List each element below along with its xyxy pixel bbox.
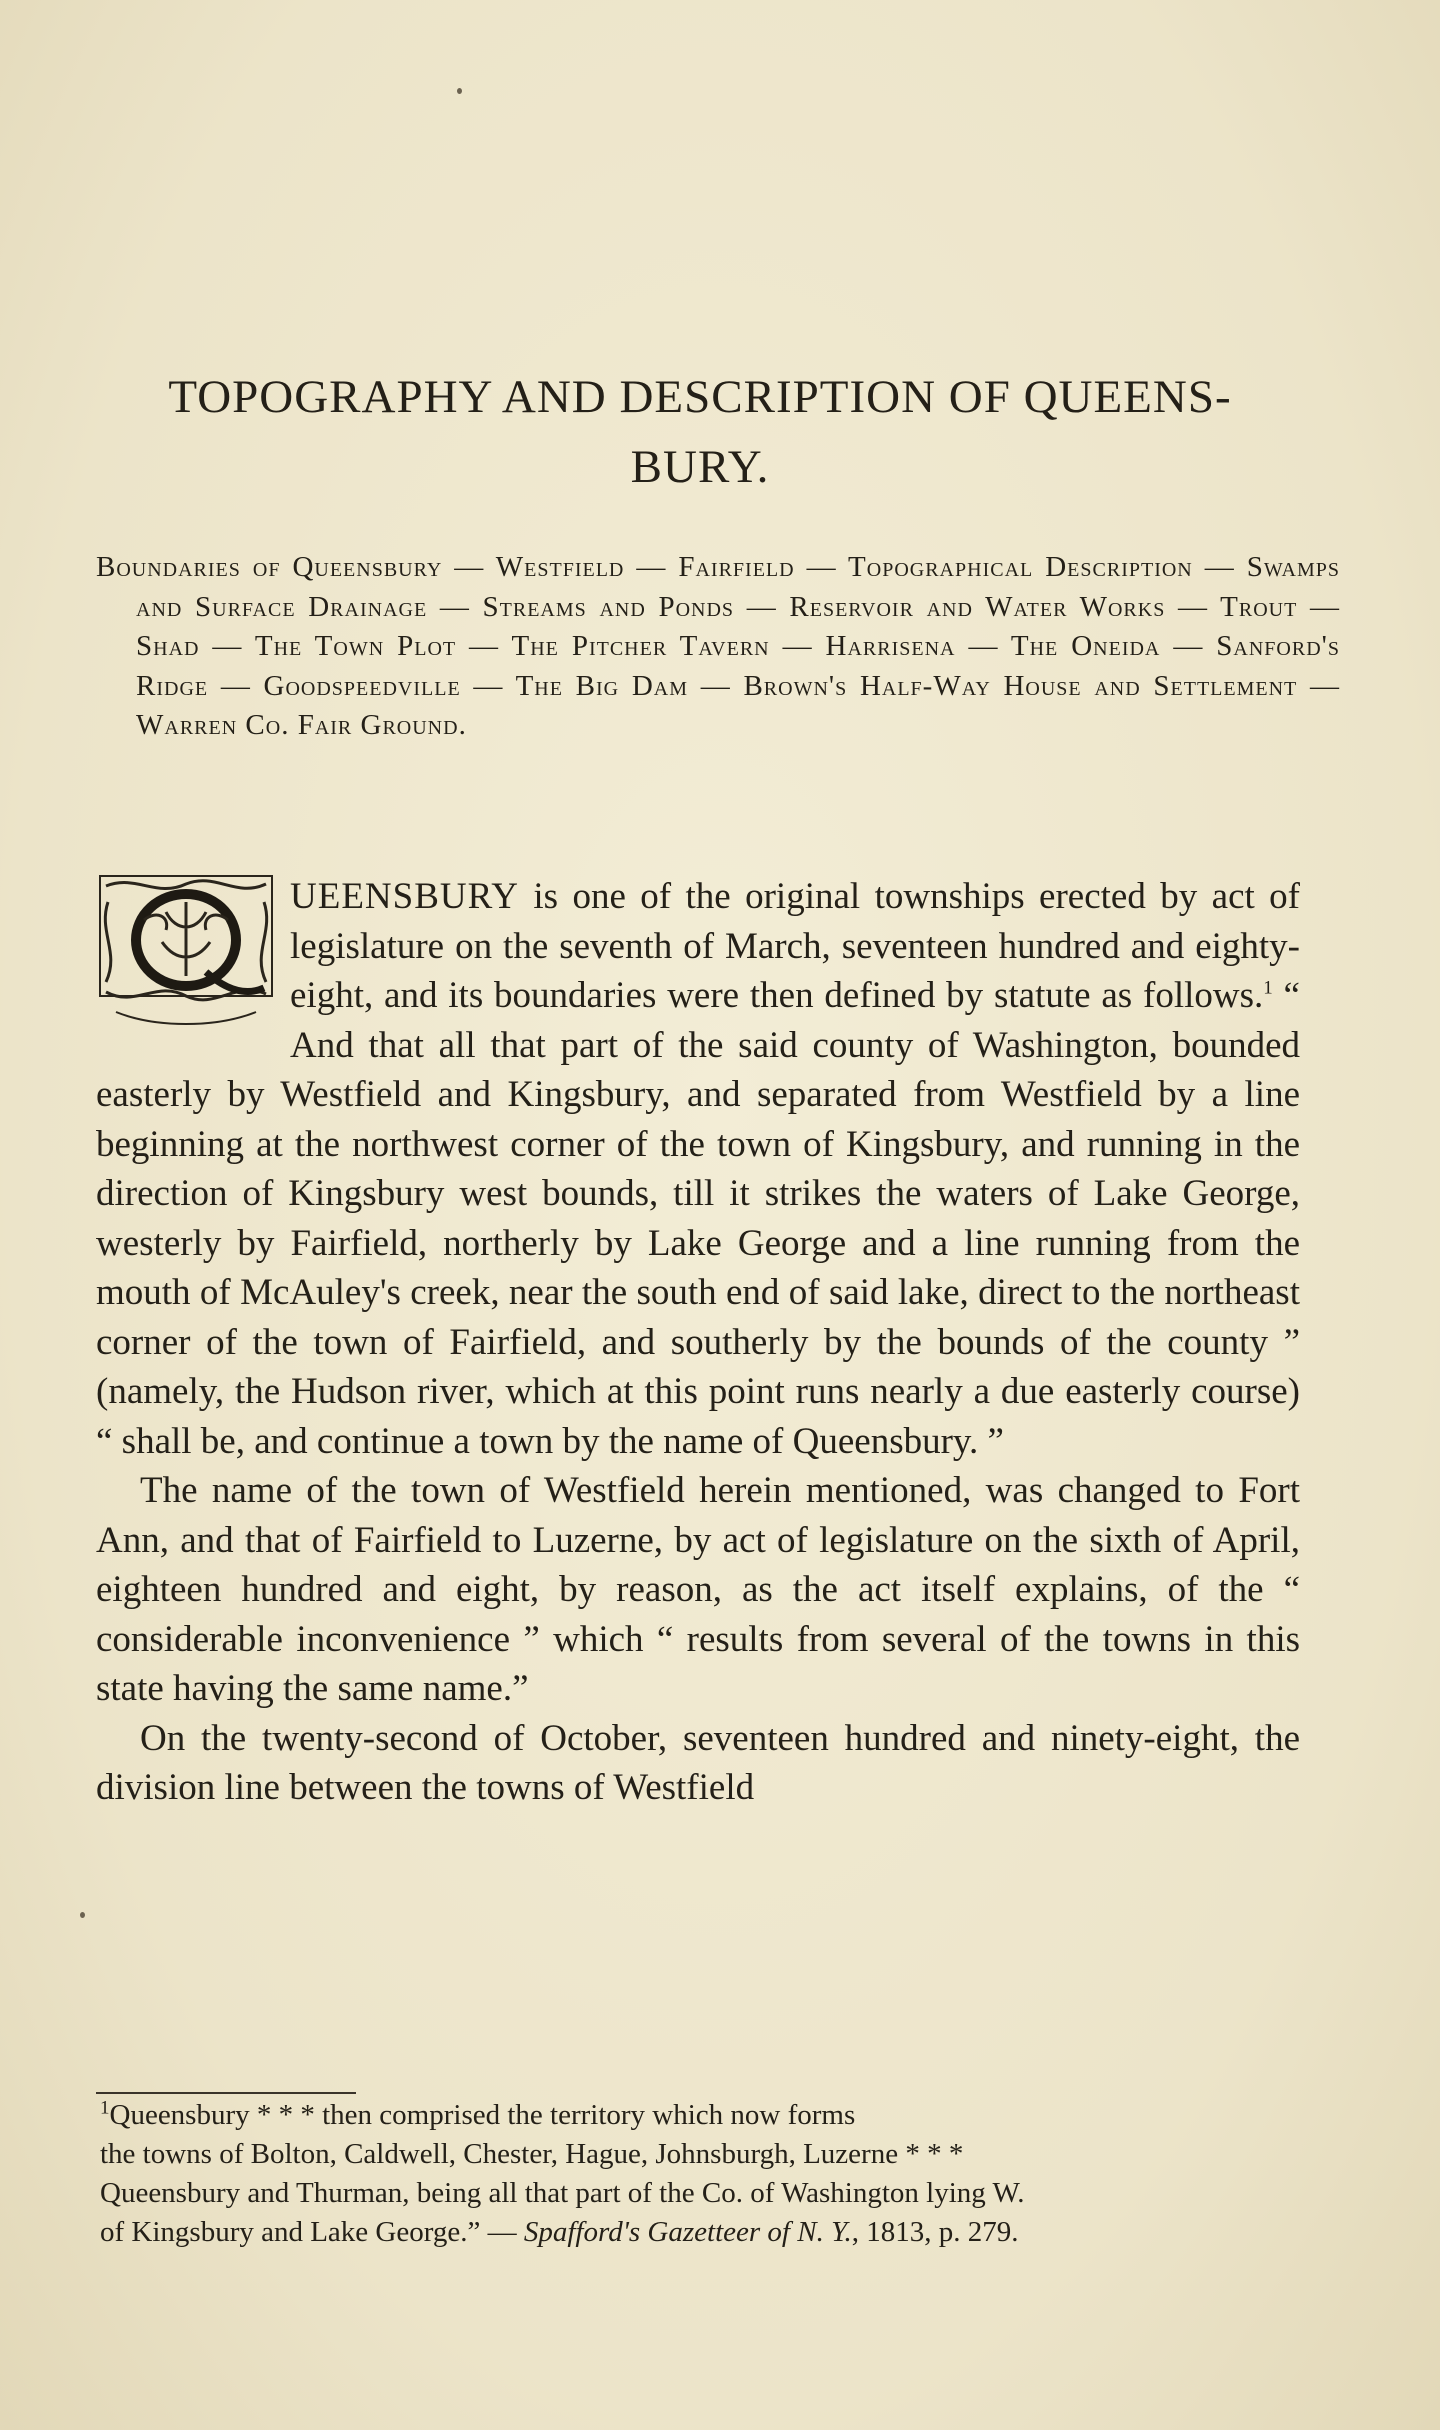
footnote-line-3: Queensbury and Thurman, being all that part of the Co. of Washington lying W. <box>100 2177 1025 2209</box>
opening-word: UEENSBURY <box>290 876 519 917</box>
body-text <box>96 872 1300 1813</box>
title-line-1: TOPOGRAPHY AND DESCRIPTION OF QUEENS- <box>168 371 1232 423</box>
chapter-summary: Boundaries of Queensbury — Westfield — Fairfield — Topographical Description — Swamps and Surface Drainage — Streams and Ponds — Reservoir and Water Works — Trout — Shad — The Town Plot — The Pitcher Tavern — Harrisena — The Oneida — Sanford's Ridge — Goodspeedville — The Big Dam — Brown's Half-Way House and Settlement — Warren Co. Fair Ground. <box>96 551 1340 741</box>
footnote-line-4: of Kingsbury and Lake George.” — Spafford's Gazetteer of N. Y., 1813, p. 279. <box>100 2216 1019 2248</box>
footnote-divider <box>96 2092 356 2094</box>
speck-mark <box>80 1912 85 1918</box>
footnote <box>100 2096 1300 2252</box>
page-title <box>98 362 1302 502</box>
footnote-reference[interactable]: 1 <box>1263 977 1273 999</box>
paragraph-2: The name of the town of Westfield herein mentioned, was changed to Fort Ann, and that of Fairfield to Luzerne, by act of legislature on the sixth of April, eighteen hundred and eight, by reason, as the act itself explains, of the “ considerable inconvenience ” which “ results from several of the towns in this state having the same name.” <box>96 1470 1300 1709</box>
paragraph-1-part-b: “ And that all that part of the said county of Washington, bounded easterly by Westfield and Kingsbury, and separated from Westfield by a line beginning at the northwest corner of the town of Kingsbury, and running in the direction of Kingsbury west bounds, till it strikes the waters of Lake George, westerly by Fairfield, northerly by Lake George and a line running from the mouth of McAuley's creek, near the south end of said lake, direct to the northeast corner of the town of Fairfield, and southerly by the bounds of the county ” (namely, the Hudson river, which at this point runs nearly a due easterly course) “ shall be, and continue a town by the name of Queensbury. ” <box>96 975 1300 1462</box>
ornamental-initial <box>96 872 276 1030</box>
paragraph-1-part-a: is one of the original townships erected by act of legislature on the seventh of March, seventeen hundred and eighty-eight, and its boundaries were then defined by statute as follows. <box>290 876 1300 1016</box>
footnote-line-1: $^1$Queensbury * * * then comprised the territory which now forms <box>100 2097 856 2131</box>
paragraph-3: On the twenty-second of October, seventeen hundred and ninety-eight, the division line between the towns of Westfield <box>96 1717 1300 1808</box>
title-line-2: BURY. <box>630 441 770 493</box>
speck-mark <box>457 88 462 94</box>
footnote-line-2: the towns of Bolton, Caldwell, Chester, Hague, Johnsburgh, Luzerne * * * <box>100 2138 964 2170</box>
ornamental-initial-icon <box>96 872 276 1030</box>
footnote-marker: 1 <box>100 2097 110 2119</box>
citation-title: Spafford's Gazetteer of N. Y. <box>523 2216 852 2248</box>
